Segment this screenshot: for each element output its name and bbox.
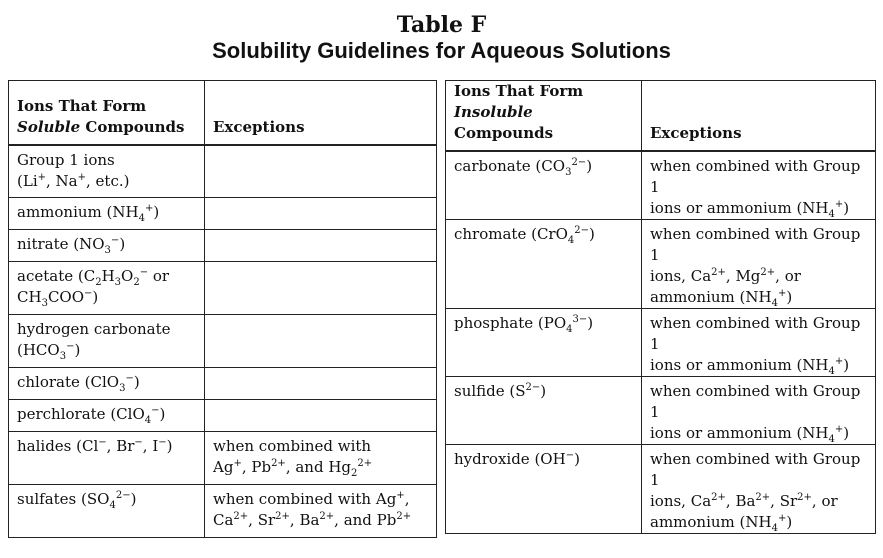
ion-cell: chromate (CrO$_4^{2-}$) xyxy=(446,220,642,309)
exception-cell: when combined with Ag+, $Ca^{2+}$, $Sr^{2+}$, $Ba^{2+}$, and $Pb^{2+}$ xyxy=(205,485,437,538)
table-row xyxy=(446,151,876,220)
table-row xyxy=(446,309,876,377)
ion-cell: chlorate (ClO$_3$−) xyxy=(9,368,205,400)
table-row xyxy=(9,198,437,230)
table-row xyxy=(9,262,437,315)
table-row xyxy=(9,230,437,262)
soluble-exceptions-header: Exceptions xyxy=(205,81,437,145)
exception-cell: when combined with Group 1 ions or ammonium $(NH_4^+)$ xyxy=(642,151,876,220)
exception-cell xyxy=(205,400,437,432)
ion-cell: hydroxide (OH−) xyxy=(446,445,642,534)
exception-cell: when combined with Group 1 ions or ammonium $(NH_4^+)$ xyxy=(642,377,876,445)
exception-cell xyxy=(205,368,437,400)
table-row xyxy=(9,432,437,485)
exception-cell: when combined with Group 1 ions or ammonium $(NH_4^+)$ xyxy=(642,309,876,377)
table-title: Table F xyxy=(396,12,487,38)
ion-cell: nitrate $(NO_3^-)$ xyxy=(9,230,205,262)
header-italic-word: Insoluble xyxy=(454,103,533,121)
table-subtitle: Solubility Guidelines for Aqueous Solutions xyxy=(212,38,671,63)
table-row xyxy=(9,315,437,368)
exception-cell: when combined with Group 1 ions, $Ca^{2+}$, $Mg^{2+}$, or ammonium $(NH_4^+)$ xyxy=(642,220,876,309)
exception-cell xyxy=(205,198,437,230)
ion-cell: phosphate $(PO_4^{3-})$ xyxy=(446,309,642,377)
table-row xyxy=(9,145,437,198)
soluble-compounds-table xyxy=(8,80,437,538)
ion-cell: carbonate $(CO_3^{2-})$ xyxy=(446,151,642,220)
table-row xyxy=(446,220,876,309)
header-line1: Ions That Form xyxy=(454,82,584,100)
insoluble-ions-header xyxy=(446,81,642,152)
table-row xyxy=(446,445,876,534)
header-italic-word: Soluble xyxy=(17,117,81,136)
ion-cell: sulfates $(SO_4^{2-})$ xyxy=(9,485,205,538)
exception-cell: when combined with Ag+, $Pb^{2+}$, and $Hg_2^{2+}$ xyxy=(205,432,437,485)
ion-cell: acetate ($C_2H_3O_2^-$ or $CH_3COO^-$) xyxy=(9,262,205,315)
table-row xyxy=(9,400,437,432)
exception-cell xyxy=(205,230,437,262)
header-rest: Compounds xyxy=(454,124,554,142)
ion-cell: sulfide $(S^{2-})$ xyxy=(446,377,642,445)
table-row xyxy=(446,377,876,445)
soluble-ions-header xyxy=(9,81,205,145)
exception-cell xyxy=(205,262,437,315)
ion-cell: Group 1 ions (Li+, Na+, etc.) xyxy=(9,145,205,198)
header-line1: Ions That Form xyxy=(17,96,147,115)
table-row xyxy=(9,485,437,538)
exception-cell xyxy=(205,145,437,198)
table-row xyxy=(9,368,437,400)
header-rest: Compounds xyxy=(80,117,185,136)
ion-cell: halides (Cl−, Br−, I−) xyxy=(9,432,205,485)
insoluble-compounds-table xyxy=(445,80,876,534)
exception-cell xyxy=(205,315,437,368)
ion-cell: perchlorate (ClO$_4$−) xyxy=(9,400,205,432)
insoluble-exceptions-header: Exceptions xyxy=(642,81,876,152)
ion-cell: hydrogen carbonate $(HCO_3^-)$ xyxy=(9,315,205,368)
ion-cell: ammonium $(NH_4^+)$ xyxy=(9,198,205,230)
exception-cell: when combined with Group 1 ions, $Ca^{2+}$, $Ba^{2+}$, $Sr^{2+}$, or ammonium $(NH_4^+)$ xyxy=(642,445,876,534)
